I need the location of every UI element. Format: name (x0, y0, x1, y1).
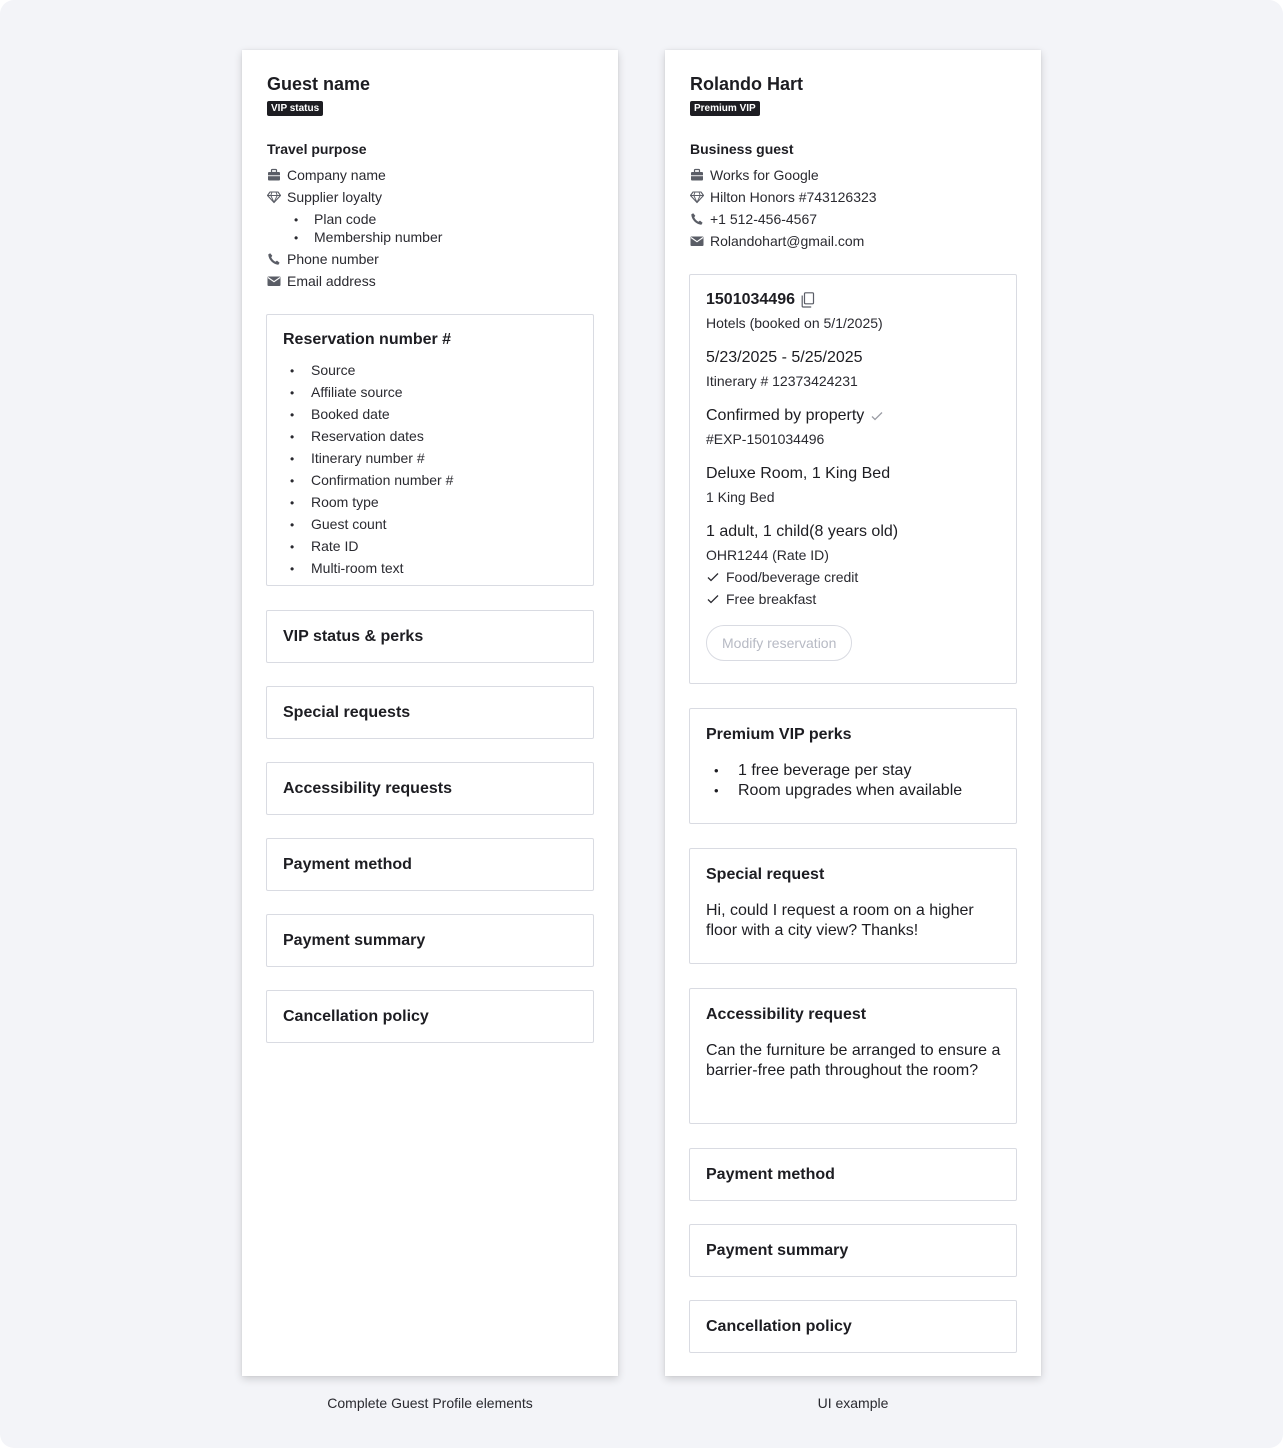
guest-count: 1 adult, 1 child(8 years old) (706, 523, 899, 540)
perks-title: Premium VIP perks (706, 726, 852, 743)
copy-icon[interactable] (801, 292, 815, 308)
reservation-card (689, 274, 1017, 684)
phone-icon (267, 252, 281, 266)
booked-info: Hotels (booked on 5/1/2025) (706, 315, 883, 331)
phone-label: +1 512-456-4567 (710, 211, 818, 227)
list-item: • Rate ID (283, 535, 453, 557)
confirmation-status (706, 407, 884, 425)
section-title: Cancellation policy (706, 1318, 852, 1335)
list-item: • Room upgrades when available (706, 781, 962, 801)
list-item: • Affiliate source (283, 381, 453, 403)
briefcase-icon (267, 168, 281, 182)
list-item: • Booked date (283, 403, 453, 425)
loyalty-label: Supplier loyalty (287, 189, 382, 205)
loyalty-label: Hilton Honors #743126323 (710, 189, 877, 205)
list-item: • Source (283, 359, 453, 381)
section-title: Payment summary (283, 932, 426, 949)
special-request-card (689, 848, 1017, 964)
check-icon (706, 592, 720, 606)
accessibility-request-card (689, 988, 1017, 1124)
caption-template: Complete Guest Profile elements (327, 1395, 533, 1411)
reservation-dates: 5/23/2025 - 5/25/2025 (706, 349, 863, 366)
reservation-field-list (283, 359, 453, 579)
loyalty-row (267, 188, 382, 206)
email-label: Rolandohart@gmail.com (710, 233, 865, 249)
amenity-item (706, 569, 858, 585)
section-accessibility-requests[interactable] (266, 762, 594, 815)
section-special-requests[interactable] (266, 686, 594, 739)
mail-icon (690, 234, 704, 248)
list-item: • Guest count (283, 513, 453, 535)
loyalty-row (690, 188, 877, 206)
travel-purpose: Travel purpose (267, 141, 367, 157)
section-payment-method[interactable] (266, 838, 594, 891)
reservation-number (706, 291, 815, 309)
list-item: • Itinerary number # (283, 447, 453, 469)
perks-card (689, 708, 1017, 824)
section-title: Payment method (283, 856, 412, 873)
email-row (690, 232, 864, 250)
loyalty-sub-item: • Plan code (288, 210, 376, 228)
list-item: • Reservation dates (283, 425, 453, 447)
special-request-text: Hi, could I request a room on a higher floor with a city view? Thanks! (706, 902, 974, 939)
perks-list (706, 761, 962, 801)
list-item: • Confirmation number # (283, 469, 453, 491)
section-title: Payment method (706, 1166, 835, 1183)
section-vip-perks[interactable] (266, 610, 594, 663)
guest-profile-example-panel (665, 50, 1041, 1376)
section-payment-method[interactable] (689, 1148, 1017, 1201)
company-label: Company name (287, 167, 386, 183)
mail-icon (267, 274, 281, 288)
confirmation-number: #EXP-1501034496 (706, 431, 825, 447)
amenity-item (706, 591, 816, 607)
loyalty-sub-item: • Membership number (288, 228, 442, 246)
travel-purpose: Business guest (690, 141, 794, 157)
amenity-label: Food/beverage credit (726, 569, 859, 585)
phone-row (690, 210, 817, 228)
rate-id: OHR1244 (Rate ID) (706, 547, 829, 563)
section-title: Payment summary (706, 1242, 849, 1259)
section-title: Accessibility requests (283, 780, 452, 797)
reservation-card-template (266, 314, 594, 586)
special-request-title: Special request (706, 866, 825, 883)
section-title: Special requests (283, 704, 411, 721)
email-label: Email address (287, 273, 376, 289)
section-payment-summary[interactable] (689, 1224, 1017, 1277)
phone-label: Phone number (287, 251, 379, 267)
phone-row (267, 250, 379, 268)
section-payment-summary[interactable] (266, 914, 594, 967)
vip-badge: Premium VIP (690, 101, 760, 116)
company-row (690, 166, 819, 184)
modify-reservation-button[interactable]: Modify reservation (706, 625, 852, 661)
phone-icon (690, 212, 704, 226)
guest-name: Rolando Hart (690, 74, 804, 94)
guest-profile-template-panel (242, 50, 618, 1376)
company-label: Works for Google (710, 167, 819, 183)
diamond-icon (267, 190, 281, 204)
section-cancellation-policy[interactable] (266, 990, 594, 1043)
room-type: Deluxe Room, 1 King Bed (706, 465, 891, 482)
reservation-title: Reservation number # (283, 331, 452, 348)
accessibility-request-text: Can the furniture be arranged to ensure a barrier-free path throughout the room? (706, 1042, 1001, 1079)
bed-type: 1 King Bed (706, 489, 775, 505)
list-item: • 1 free beverage per stay (706, 761, 962, 781)
vip-badge: VIP status (267, 101, 323, 116)
reservation-number-value: 1501034496 (706, 291, 795, 308)
caption-example: UI example (817, 1395, 889, 1411)
itinerary-number: Itinerary # 12373424231 (706, 373, 858, 389)
accessibility-request-title: Accessibility request (706, 1006, 867, 1023)
email-row (267, 272, 376, 290)
list-item: • Room type (283, 491, 453, 513)
section-cancellation-policy[interactable] (689, 1300, 1017, 1353)
guest-name: Guest name (267, 74, 371, 94)
company-row (267, 166, 386, 184)
list-item: • Multi-room text (283, 557, 453, 579)
section-title: Cancellation policy (283, 1008, 429, 1025)
check-icon (706, 570, 720, 584)
check-icon (870, 409, 884, 423)
confirmation-status-label: Confirmed by property (706, 407, 865, 424)
amenity-label: Free breakfast (726, 591, 817, 607)
section-title: VIP status & perks (283, 628, 424, 645)
diamond-icon (690, 190, 704, 204)
briefcase-icon (690, 168, 704, 182)
